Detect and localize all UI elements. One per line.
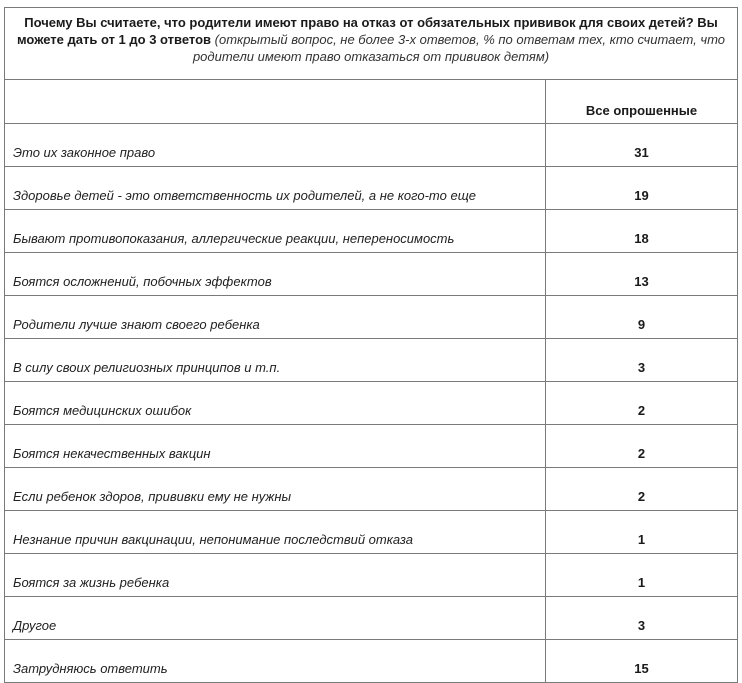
header-empty-cell (5, 80, 546, 124)
table-row (5, 167, 738, 210)
answer-value: 18 (546, 210, 738, 253)
question-text: Почему Вы считаете, что родители имеют право на отказ от обязательных прививок для своих детей? Вы можете дать от 1 до 3 ответов (16, 15, 718, 47)
answer-value: 2 (546, 382, 738, 425)
table-row (5, 339, 738, 382)
survey-table (4, 7, 738, 683)
answer-label: Боятся осложнений, побочных эффектов (5, 253, 546, 296)
answer-label: Незнание причин вакцинации, непонимание последствий отказа (5, 511, 546, 554)
answer-label: Это их законное право (5, 124, 546, 167)
table-row (5, 640, 738, 683)
answer-value: 1 (546, 511, 738, 554)
question-note: (открытый вопрос, не более 3-х ответов, % по ответам тех, кто считает, что родители имеют право отказаться от прививок детям) (192, 32, 726, 64)
answer-label: Бывают противопоказания, аллергические реакции, непереносимость (5, 210, 546, 253)
answer-label: Если ребенок здоров, прививки ему не нужны (5, 468, 546, 511)
answer-value: 1 (546, 554, 738, 597)
header-row (5, 80, 738, 124)
answer-value: 19 (546, 167, 738, 210)
answer-label: Боятся некачественных вакцин (5, 425, 546, 468)
table-row (5, 296, 738, 339)
answer-label: Родители лучше знают своего ребенка (5, 296, 546, 339)
answer-value: 2 (546, 468, 738, 511)
table-row (5, 425, 738, 468)
column-header-all-respondents: Все опрошенные (546, 80, 738, 124)
table-row (5, 210, 738, 253)
answer-value: 2 (546, 425, 738, 468)
table-row (5, 597, 738, 640)
question-cell (5, 8, 738, 80)
answer-label: Боятся за жизнь ребенка (5, 554, 546, 597)
answer-value: 9 (546, 296, 738, 339)
table-row (5, 511, 738, 554)
table-row (5, 468, 738, 511)
answer-label: Боятся медицинских ошибок (5, 382, 546, 425)
answer-value: 3 (546, 339, 738, 382)
table-row (5, 554, 738, 597)
answer-value: 13 (546, 253, 738, 296)
table-row (5, 382, 738, 425)
answer-label: Другое (5, 597, 546, 640)
answer-value: 3 (546, 597, 738, 640)
answer-value: 31 (546, 124, 738, 167)
answer-value: 15 (546, 640, 738, 683)
table-row (5, 253, 738, 296)
answer-label: Затрудняюсь ответить (5, 640, 546, 683)
answer-label: Здоровье детей - это ответственность их родителей, а не кого-то еще (5, 167, 546, 210)
answer-label: В силу своих религиозных принципов и т.п. (5, 339, 546, 382)
table-row (5, 124, 738, 167)
question-row (5, 8, 738, 80)
